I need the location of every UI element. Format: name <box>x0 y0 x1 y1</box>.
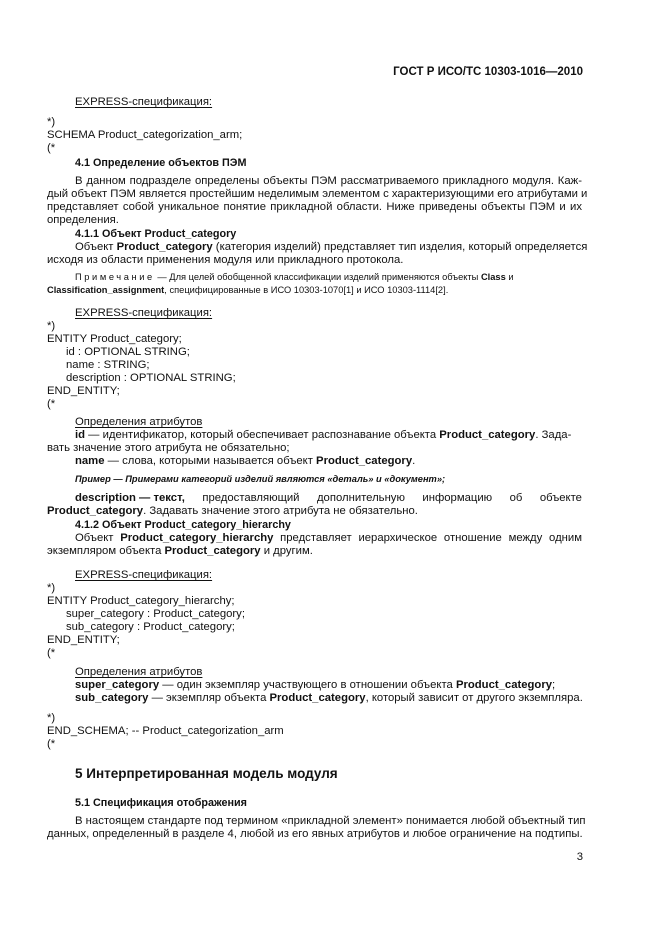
code-line: ENTITY Product_category; <box>47 333 182 345</box>
code-line: *) <box>47 712 56 724</box>
code-line: SCHEMA Product_categorization_arm; <box>47 129 243 141</box>
page-number: 3 <box>576 851 583 863</box>
express-spec-label: EXPRESS-спецификация: <box>75 307 213 319</box>
para-word: представляет <box>280 532 352 544</box>
attribute-description-definition <box>75 492 582 505</box>
paragraph-line: В данном подразделе определены объекты ПЭМ рассматриваемого прикладного модуля. Каж- <box>75 175 582 187</box>
para-word: между <box>508 532 543 544</box>
paragraph-line: представляет собой уникальное понятие прикладной области. Ниже приведены объекты ПЭМ и их <box>47 201 582 213</box>
section-heading: 4.1 Определение объектов ПЭМ <box>75 157 247 169</box>
paragraph-line: В настоящем стандарте под термином «прикладной элемент» понимается любой объектный тип <box>75 815 586 827</box>
code-line: *) <box>47 116 56 128</box>
desc-word: дополнительную <box>316 492 405 504</box>
paragraph-line: Product_category. Задавать значение этого атрибута не обязательно. <box>47 505 418 517</box>
code-line: sub_category : Product_category; <box>66 621 235 633</box>
code-line: description : OPTIONAL STRING; <box>66 372 236 384</box>
paragraph-line: вать значение этого атрибута не обязательно; <box>47 442 290 454</box>
note-line: Classification_assignment, специфицированные в ИСО 10303-1070[1] и ИСО 10303-1114[2]. <box>47 285 449 295</box>
document-header: ГОСТ Р ИСО/ТС 10303-1016—2010 <box>393 66 583 78</box>
para-word: Product_category_hierarchy <box>120 532 274 544</box>
code-line: (* <box>47 398 56 410</box>
paragraph-line <box>75 532 582 545</box>
code-line: END_ENTITY; <box>47 385 120 397</box>
code-line: *) <box>47 320 56 332</box>
desc-word: предоставляющий <box>202 492 300 504</box>
attribute-name-definition: name — слова, которыми называется объект Product_category. <box>75 455 416 467</box>
paragraph-line: исходя из области применения модуля или прикладного протокола. <box>47 254 404 266</box>
para-word: отношение <box>443 532 502 544</box>
code-line: (* <box>47 142 56 154</box>
code-line: END_ENTITY; <box>47 634 120 646</box>
paragraph-line: дый объект ПЭМ является простейшим неделимым элементом с характеризующими его атрибутами и <box>47 188 588 200</box>
code-line: id : OPTIONAL STRING; <box>66 346 190 358</box>
code-line: ENTITY Product_category_hierarchy; <box>47 595 235 607</box>
express-spec-label: EXPRESS-спецификация: <box>75 569 213 581</box>
desc-word: об <box>509 492 523 504</box>
paragraph-line: данных, определенный в разделе 4, любой из его явных атрибутов и любое ограничение на подтипы. <box>47 828 583 840</box>
para-word: одним <box>549 532 582 544</box>
paragraph-line: Объект Product_category (категория изделий) представляет тип изделия, который определяется <box>75 241 588 253</box>
attribute-super-category-definition: super_category — один экземпляр участвующего в отношении объекта Product_category; <box>75 679 556 691</box>
para-word: иерархическое <box>358 532 438 544</box>
express-spec-label: EXPRESS-спецификация: <box>75 96 213 108</box>
desc-word: информацию <box>422 492 493 504</box>
note-line: Примечание — Для целей обобщенной классификации изделий применяются объекты Class и <box>75 272 514 282</box>
desc-word: объекте <box>539 492 582 504</box>
code-line: (* <box>47 738 56 750</box>
attribute-id-definition: id — идентификатор, который обеспечивает распознавание объекта Product_category. Зада- <box>75 429 572 441</box>
para-word: Объект <box>75 532 114 544</box>
subsection-heading: 4.1.1 Объект Product_category <box>75 228 237 240</box>
subsection-heading: 4.1.2 Объект Product_category_hierarchy <box>75 519 291 531</box>
subsection-heading: 5.1 Спецификация отображения <box>75 797 247 809</box>
code-line: *) <box>47 582 56 594</box>
attribute-definitions-heading: Определения атрибутов <box>75 416 203 428</box>
code-line: name : STRING; <box>66 359 150 371</box>
paragraph-line: экземпляром объекта Product_category и другим. <box>47 545 313 557</box>
code-line: super_category : Product_category; <box>66 608 245 620</box>
attribute-definitions-heading: Определения атрибутов <box>75 666 203 678</box>
code-line: (* <box>47 647 56 659</box>
paragraph-line: определения. <box>47 214 119 226</box>
attribute-sub-category-definition: sub_category — экземпляр объекта Product_category, который зависит от другого экземпляра. <box>75 692 583 704</box>
desc-word: description — текст, <box>75 492 185 504</box>
code-line: END_SCHEMA; -- Product_categorization_arm <box>47 725 284 737</box>
section-heading: 5 Интерпретированная модель модуля <box>75 766 338 781</box>
example-line: Пример — Примерами категорий изделий являются «деталь» и «документ»; <box>75 474 446 484</box>
